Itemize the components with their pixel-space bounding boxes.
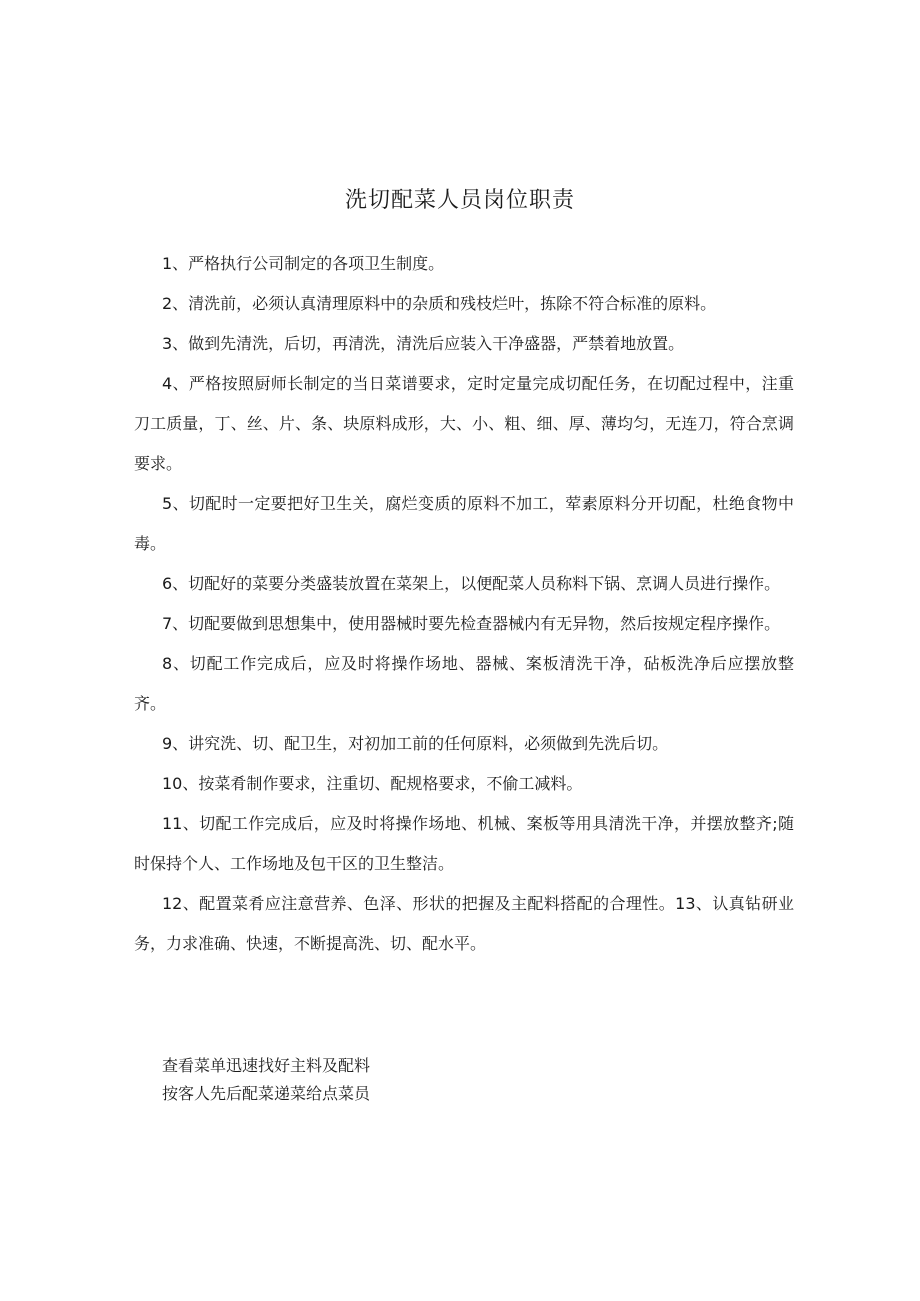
duty-item-3: 3、做到先清洗，后切，再清洗，清洗后应装入干净盛器，严禁着地放置。: [162, 334, 685, 353]
duty-item-5: 5、切配时一定要把好卫生关，腐烂变质的原料不加工，荤素原料分开切配，杜绝食物中毒。: [134, 494, 794, 553]
duty-item-7: 7、切配要做到思想集中，使用器械时要先检查器械内有无异物，然后按规定程序操作。: [162, 614, 781, 633]
duty-list: [134, 244, 794, 964]
duty-item-1: 1、严格执行公司制定的各项卫生制度。: [162, 254, 445, 273]
extra-note-1: 查看菜单迅速找好主料及配料: [162, 1056, 371, 1075]
duty-item-4: 4、严格按照厨师长制定的当日菜谱要求，定时定量完成切配任务，在切配过程中，注重刀工质量，丁、丝、片、条、块原料成形，大、小、粗、细、厚、薄均匀，无连刀，符合烹调要求。: [134, 374, 794, 473]
duty-item-8: 8、切配工作完成后，应及时将操作场地、器械、案板清洗干净，砧板洗净后应摆放整齐。: [134, 654, 794, 713]
duty-item-11: 11、切配工作完成后，应及时将操作场地、机械、案板等用具清洗干净，并摆放整齐;随时保持个人、工作场地及包干区的卫生整洁。: [134, 814, 794, 873]
extra-note-2: 按客人先后配菜递菜给点菜员: [162, 1084, 371, 1103]
extra-notes: [162, 1052, 370, 1108]
document-title: 洗切配菜人员岗位职责: [344, 188, 575, 213]
duty-item-9: 9、讲究洗、切、配卫生，对初加工前的任何原料，必须做到先洗后切。: [162, 734, 669, 753]
duty-item-2: 2、清洗前，必须认真清理原料中的杂质和残枝烂叶，拣除不符合标准的原料。: [162, 294, 717, 313]
duty-item-10: 10、按菜肴制作要求，注重切、配规格要求，不偷工减料。: [162, 774, 583, 793]
duty-item-12: 12、配置菜肴应注意营养、色泽、形状的把握及主配料搭配的合理性。13、认真钻研业务，力求准确、快速，不断提高洗、切、配水平。: [134, 894, 794, 953]
duty-item-6: 6、切配好的菜要分类盛装放置在菜架上，以便配菜人员称料下锅、烹调人员进行操作。: [162, 574, 781, 593]
